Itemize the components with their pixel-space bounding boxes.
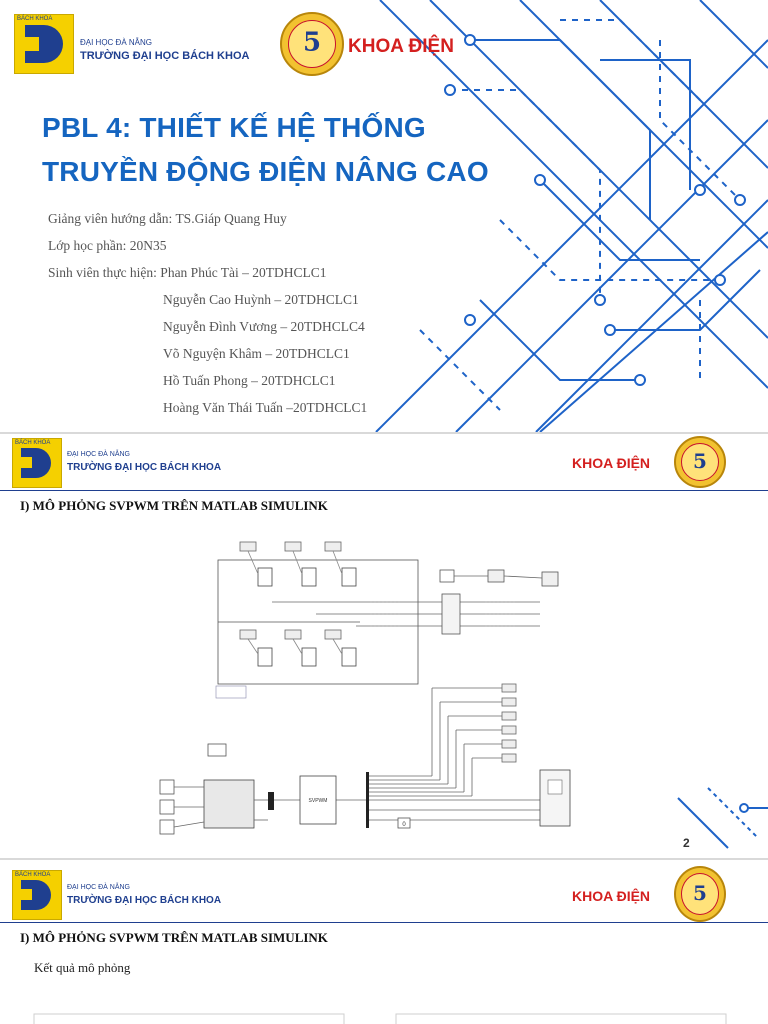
university-logo: BÁCH KHOA: [12, 870, 62, 920]
uni-name-small: ĐẠI HỌC ĐÀ NẴNG: [80, 38, 153, 47]
student-name: Hồ Tuấn Phong – 20TDHCLC1: [163, 373, 336, 388]
student-name: Võ Nguyện Khâm – 20TDHCLC1: [163, 346, 350, 361]
section-title: I) MÔ PHỎNG SVPWM TRÊN MATLAB SIMULINK: [20, 930, 328, 945]
results-subtitle: Kết quả mô phỏng: [34, 960, 131, 975]
header-rule: [0, 490, 768, 491]
class-code: Lớp học phần: 20N35: [48, 238, 167, 253]
university-logo: BÁCH KHOA: [14, 14, 74, 74]
student-name: Nguyễn Cao Huỳnh – 20TDHCLC1: [163, 292, 359, 307]
instructor: Giảng viên hướng dẫn: TS.Giáp Quang Huy: [48, 211, 287, 226]
uni-name: TRƯỜNG ĐẠI HỌC BÁCH KHOA: [80, 50, 250, 62]
uni-name-small: ĐẠI HỌC ĐÀ NẴNG: [67, 884, 131, 891]
students-label: Sinh viên thực hiện: Phan Phúc Tài – 20TDHCLC1: [48, 265, 327, 280]
department-name: KHOA ĐIỆN: [572, 455, 651, 471]
student-name: Nguyễn Đình Vương – 20TDHCLC4: [163, 319, 365, 334]
simulink-slide: [0, 434, 768, 858]
uni-name: TRƯỜNG ĐẠI HỌC BÁCH KHOA: [67, 895, 222, 906]
uni-name-small: ĐẠI HỌC ĐÀ NẴNG: [67, 451, 131, 458]
constant-block-label: 0: [402, 822, 406, 828]
student-name: Hoàng Văn Thái Tuấn –20TDHCLC1: [163, 400, 368, 415]
department-name: KHOA ĐIỆN: [348, 36, 454, 57]
title-line-2: TRUYỀN ĐỘNG ĐIỆN NÂNG CAO: [42, 156, 489, 187]
page-number: 2: [683, 836, 690, 850]
department-logo: 5: [674, 866, 726, 922]
header-rule: [0, 922, 768, 923]
department-name: KHOA ĐIỆN: [572, 888, 651, 904]
results-preview: [0, 1008, 768, 1024]
university-logo: BÁCH KHOA: [12, 438, 62, 488]
title-line-1: PBL 4: THIẾT KẾ HỆ THỐNG: [42, 112, 426, 143]
svpwm-block-label: SVPWM: [308, 798, 328, 804]
department-logo: 5: [674, 436, 726, 488]
department-logo: 5: [280, 12, 344, 76]
section-title: I) MÔ PHỎNG SVPWM TRÊN MATLAB SIMULINK: [20, 498, 328, 513]
uni-name: TRƯỜNG ĐẠI HỌC BÁCH KHOA: [67, 462, 222, 473]
results-slide: [0, 860, 768, 1024]
simulink-diagram: [150, 530, 590, 850]
title-slide: [0, 0, 768, 432]
